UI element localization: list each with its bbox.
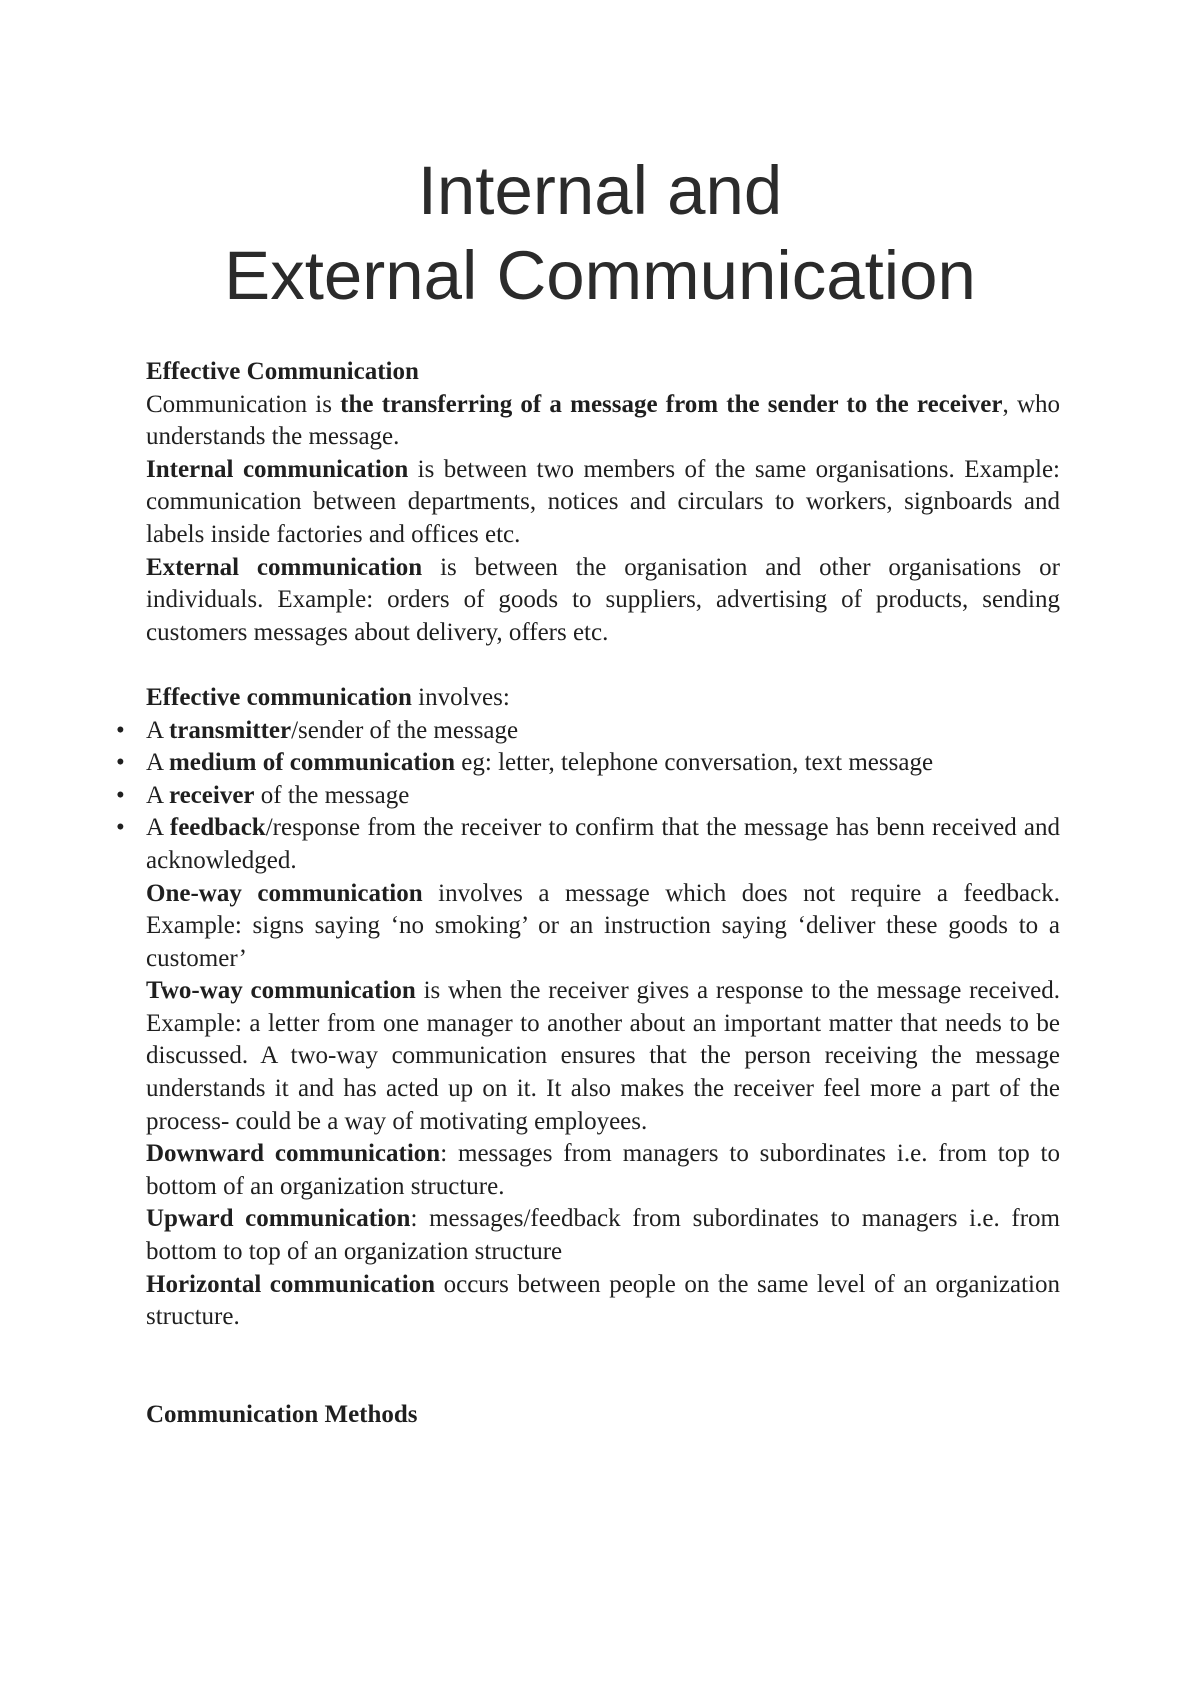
heading-communication-methods: Communication Methods — [146, 1400, 418, 1428]
one-way-term: One-way communication — [146, 879, 423, 907]
item-term: transmitter — [168, 716, 292, 744]
upward-text: : messages/feedback from subordinates to managers i.e. from bottom to top of an organization structure — [146, 1205, 1060, 1266]
paragraph-one-way — [146, 878, 1060, 976]
internal-term: Internal communication — [146, 455, 409, 483]
external-term: External communication — [146, 553, 423, 581]
internal-text: is between two members of the same organisations. Example: communication between departments, notices and circulars to workers, signboards and labels inside factories and offices etc. — [146, 455, 1060, 548]
bullet-icon: • — [116, 814, 125, 842]
paragraph-external — [146, 552, 1060, 650]
document-title — [0, 148, 1200, 318]
item-text: /sender of the message — [291, 716, 519, 744]
paragraph-upward — [146, 1203, 1060, 1268]
blank-line — [146, 649, 1060, 682]
downward-term: Downward communication — [146, 1140, 441, 1168]
item-text: eg: letter, telephone conversation, text message — [455, 749, 934, 777]
paragraph-downward — [146, 1138, 1060, 1203]
paragraph-involves — [146, 682, 1060, 715]
external-text: is between the organisation and other organisations or individuals. Example: orders of goods to suppliers, advertising of products, sending customers messages about delivery, offers etc. — [146, 553, 1060, 646]
item-term: feedback — [169, 814, 266, 842]
list-item — [116, 715, 1060, 748]
title-line-1: Internal and — [417, 152, 783, 229]
involves-text: involves: — [411, 683, 510, 711]
downward-text: : messages from managers to subordinates i.e. from top to bottom of an organization structure. — [146, 1140, 1060, 1200]
item-lead: A — [146, 814, 170, 842]
paragraph-two-way — [146, 975, 1060, 1138]
paragraph-internal — [146, 454, 1060, 552]
item-term: medium of communication — [168, 749, 456, 777]
list-item — [116, 812, 1060, 877]
title-line-2: External Communication — [224, 237, 976, 314]
heading-effective-communication: Effective Communication — [146, 358, 419, 385]
item-text: of the message — [254, 781, 410, 809]
list-item — [116, 747, 1060, 780]
definition-lead: Communication is — [146, 390, 341, 418]
definition-bold: the transferring of a message from the sender to the receiver — [340, 390, 1003, 418]
bullet-icon: • — [116, 749, 125, 777]
item-lead: A — [146, 781, 169, 809]
blank-lines — [146, 1334, 1060, 1399]
involves-term: Effective communication — [146, 683, 412, 711]
document-body — [116, 356, 1061, 1431]
paragraph-horizontal — [146, 1269, 1060, 1334]
definition-tail: , who understands the message. — [146, 390, 1061, 451]
two-way-text: is when the receiver gives a response to the message received. Example: a letter from one manager to another about an important matter that needs to be discussed. A two-way communication ensures that the person receiving the message understands it and has acted up on it. It also makes the receiver feel more a part of the process- could be a way of motivating employees. — [146, 977, 1060, 1135]
horizontal-term: Horizontal communication — [146, 1270, 436, 1298]
list-item — [116, 780, 1060, 813]
one-way-text: involves a message which does not require a feedback. Example: signs saying ‘no smoking’ or an instruction saying ‘deliver these goods to a customer’ — [146, 879, 1060, 972]
two-way-term: Two-way communication — [146, 977, 416, 1005]
item-term: receiver — [168, 781, 255, 809]
paragraph-definition — [146, 389, 1060, 454]
upward-term: Upward communication — [146, 1205, 411, 1233]
horizontal-text: occurs between people on the same level of an organization structure. — [146, 1270, 1061, 1331]
involves-list — [116, 715, 1060, 878]
bullet-icon: • — [116, 781, 125, 809]
item-text: /response from the receiver to confirm that the message has benn received and acknowledged. — [146, 814, 1060, 874]
item-lead: A — [146, 716, 169, 744]
item-lead: A — [146, 749, 169, 777]
bullet-icon: • — [116, 716, 125, 744]
